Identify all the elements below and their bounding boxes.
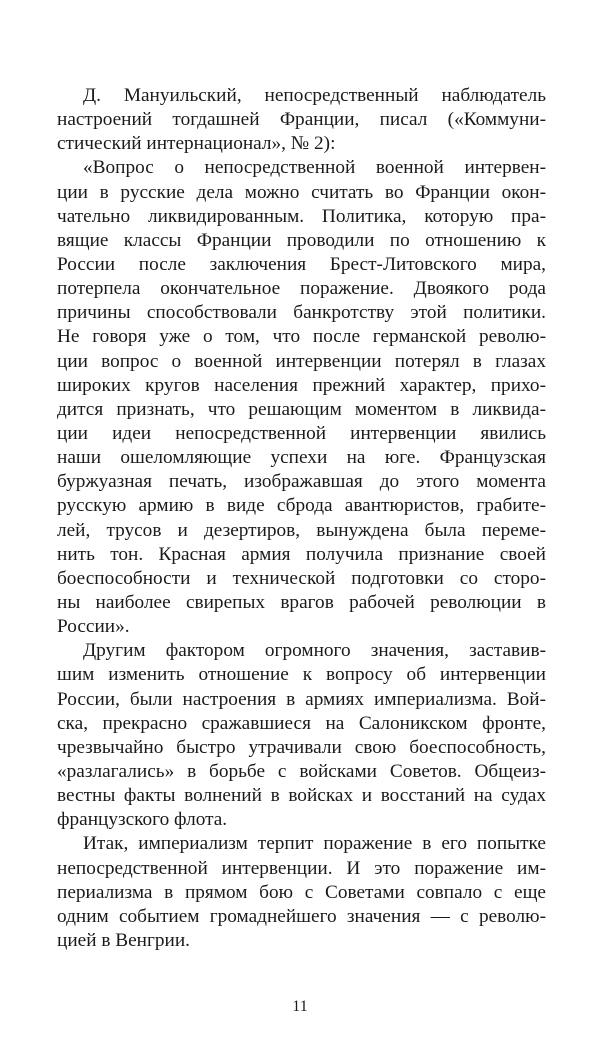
text-line: чательно ликвидированным. Политика, которую пра- xyxy=(57,205,546,227)
text-line: одним событием громаднейшего значения — с револю- xyxy=(57,905,546,927)
text-line: России после заключения Брест-Литовского мира, xyxy=(57,253,546,275)
text-line: лей, трусов и дезертиров, вынуждена была переме- xyxy=(57,519,546,541)
text-line: ны наиболее свирепых врагов рабочей революции в xyxy=(57,591,546,613)
text-line: «разлагались» в борьбе с войсками Советов. Общеиз- xyxy=(57,760,546,782)
page-number: 11 xyxy=(292,998,308,1015)
text-line: чрезвычайно быстро утрачивали свою боеспособность, xyxy=(57,736,546,758)
text-line: вестны факты волнений в войсках и восстаний на судах xyxy=(57,785,546,807)
text-line: России, были настроения в армиях империализма. Вой- xyxy=(57,688,546,710)
text-line: шим изменить отношение к вопросу об интервенции xyxy=(57,664,546,686)
text-line: нить тон. Красная армия получила признание своей xyxy=(57,543,546,565)
text-line: цией в Венгрии. xyxy=(57,929,191,951)
text-line: настроений тогдашней Франции, писал («Коммуни- xyxy=(57,109,546,131)
text-line: широких кругов населения прежний характер, прихо- xyxy=(57,374,546,396)
text-line: стический интернационал», № 2): xyxy=(57,133,336,155)
text-line: Другим фактором огромного значения, заставив- xyxy=(83,640,546,662)
text-line: потерпела окончательное поражение. Двоякого рода xyxy=(57,278,546,300)
text-line: ции идеи непосредственной интервенции явились xyxy=(57,422,546,444)
text-line: ции в русские дела можно считать во Франции окон- xyxy=(57,181,546,203)
text-line: боеспособности и технической подготовки со сторо- xyxy=(57,567,546,589)
text-line: периализма в прямом бою с Советами совпало с еще xyxy=(57,881,546,903)
text-line: вящие классы Франции проводили по отношению к xyxy=(57,229,546,251)
text-line: Не говоря уже о том, что после германской револю- xyxy=(57,326,546,348)
text-line: «Вопрос о непосредственной военной интервен- xyxy=(83,157,546,179)
text-line: причины способствовали банкротству этой политики. xyxy=(57,302,546,324)
text-line: России». xyxy=(57,616,130,638)
text-line: русскую армию в виде сброда авантюристов, грабите- xyxy=(57,495,546,517)
text-line: Итак, империализм терпит поражение в его попытке xyxy=(83,833,546,855)
text-line: буржуазная печать, изображавшая до этого момента xyxy=(57,471,546,493)
text-line: Д. Мануильский, непосредственный наблюдатель xyxy=(83,85,546,106)
body-text xyxy=(57,84,546,953)
text-line: французского флота. xyxy=(57,809,228,831)
text-line: наши ошеломляющие успехи на юге. Французская xyxy=(57,447,546,469)
text-line: непосредственной интервенции. И это поражение им- xyxy=(57,857,546,879)
text-line: ска, прекрасно сражавшиеся на Салоникском фронте, xyxy=(57,712,546,734)
text-line: ции вопрос о военной интервенции потерял в глазах xyxy=(57,350,546,372)
text-line: дится признать, что решающим моментом в ликвида- xyxy=(57,398,546,420)
